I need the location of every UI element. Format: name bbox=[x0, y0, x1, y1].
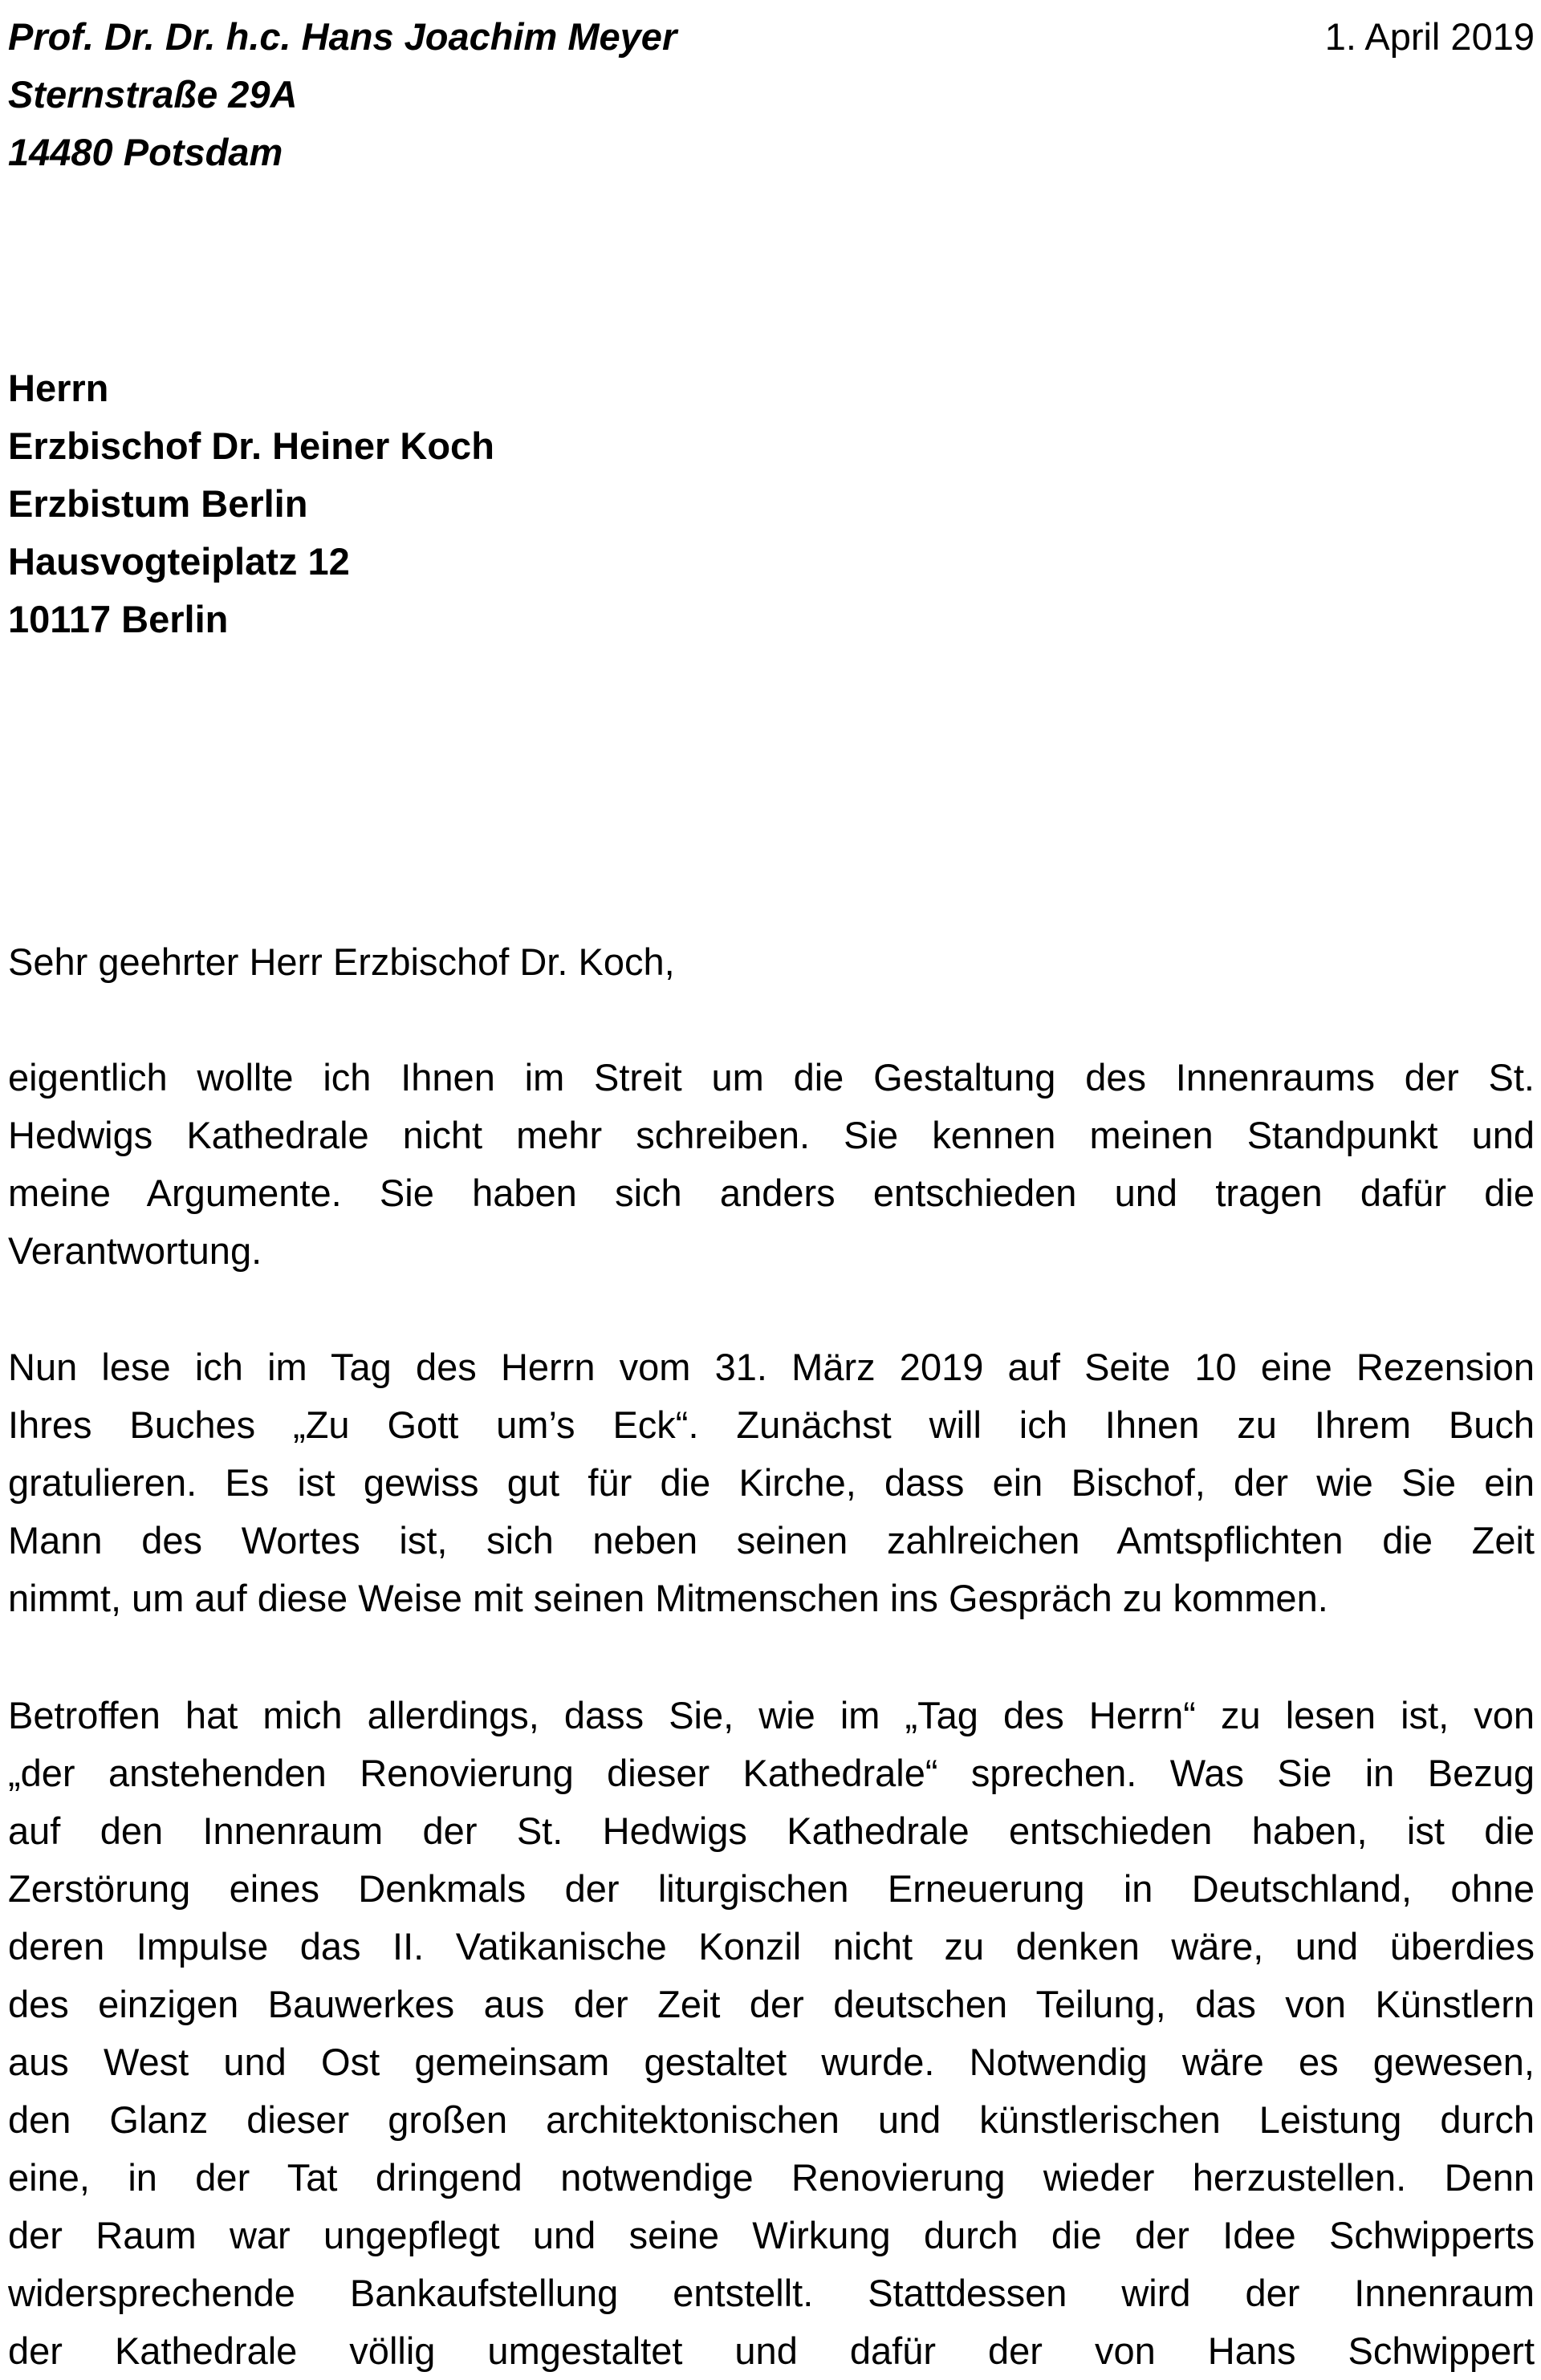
recipient-line: Erzbischof Dr. Heiner Koch bbox=[8, 424, 494, 467]
text-line: eigentlich wollte ich Ihnen im Streit um die Gestaltung des Innenraums der St. bbox=[8, 1056, 1535, 1099]
sender-block bbox=[8, 8, 677, 181]
text-line: gratulieren. Es ist gewiss gut für die Kirche, dass ein Bischof, der wie Sie ein bbox=[8, 1461, 1535, 1504]
recipient-line: Erzbistum Berlin bbox=[8, 482, 308, 525]
text-line: Hedwigs Kathedrale nicht mehr schreiben. Sie kennen meinen Standpunkt und bbox=[8, 1114, 1535, 1156]
text-line: Mann des Wortes ist, sich neben seinen zahlreichen Amtspflichten die Zeit bbox=[8, 1519, 1535, 1562]
recipient-block bbox=[8, 359, 494, 648]
text-line: eine, in der Tat dringend notwendige Renovierung wieder herzustellen. Denn bbox=[8, 2156, 1535, 2199]
text-line: deren Impulse das II. Vatikanische Konzil nicht zu denken wäre, und überdies bbox=[8, 1925, 1535, 1968]
recipient-line: Hausvogteiplatz 12 bbox=[8, 540, 350, 583]
text-line: Verantwortung. bbox=[8, 1229, 262, 1272]
salutation: Sehr geehrter Herr Erzbischof Dr. Koch, bbox=[8, 940, 675, 983]
text-line: des einzigen Bauwerkes aus der Zeit der deutschen Teilung, das von Künstlern bbox=[8, 1983, 1535, 2025]
recipient-line: Herrn bbox=[8, 367, 109, 409]
text-line: aus West und Ost gemeinsam gestaltet wurde. Notwendig wäre es gewesen, bbox=[8, 2041, 1535, 2083]
text-line: Betroffen hat mich allerdings, dass Sie, wie im „Tag des Herrn“ zu lesen ist, von bbox=[8, 1694, 1535, 1736]
text-line: Zerstörung eines Denkmals der liturgischen Erneuerung in Deutschland, ohne bbox=[8, 1867, 1535, 1910]
text-line: „der anstehenden Renovierung dieser Kathedrale“ sprechen. Was Sie in Bezug bbox=[8, 1752, 1535, 1794]
text-line: meine Argumente. Sie haben sich anders entschieden und tragen dafür die bbox=[8, 1172, 1535, 1214]
text-line: nimmt, um auf diese Weise mit seinen Mitmenschen ins Gespräch zu kommen. bbox=[8, 1577, 1328, 1619]
text-line: der Kathedrale völlig umgestaltet und dafür der von Hans Schwippert bbox=[8, 2329, 1535, 2372]
recipient-line: 10117 Berlin bbox=[8, 598, 229, 640]
text-line: auf den Innenraum der St. Hedwigs Kathedrale entschieden haben, ist die bbox=[8, 1809, 1535, 1852]
text-line: Nun lese ich im Tag des Herrn vom 31. März 2019 auf Seite 10 eine Rezension bbox=[8, 1346, 1535, 1388]
sender-city: 14480 Potsdam bbox=[8, 131, 283, 173]
text-line: der Raum war ungepflegt und seine Wirkung durch die der Idee Schwipperts bbox=[8, 2214, 1535, 2256]
sender-street: Sternstraße 29A bbox=[8, 73, 298, 116]
letter-date: 1. April 2019 bbox=[1324, 15, 1535, 58]
text-line: widersprechende Bankaufstellung entstellt. Stattdessen wird der Innenraum bbox=[8, 2272, 1535, 2314]
text-line: Ihres Buches „Zu Gott um’s Eck“. Zunächst will ich Ihnen zu Ihrem Buch bbox=[8, 1403, 1535, 1446]
paragraph-1 bbox=[8, 1049, 1535, 1280]
text-line: den Glanz dieser großen architektonischen und künstlerischen Leistung durch bbox=[8, 2098, 1535, 2141]
paragraph-2 bbox=[8, 1338, 1535, 1627]
sender-name: Prof. Dr. Dr. h.c. Hans Joachim Meyer bbox=[8, 15, 677, 58]
paragraph-3 bbox=[8, 1687, 1535, 2380]
